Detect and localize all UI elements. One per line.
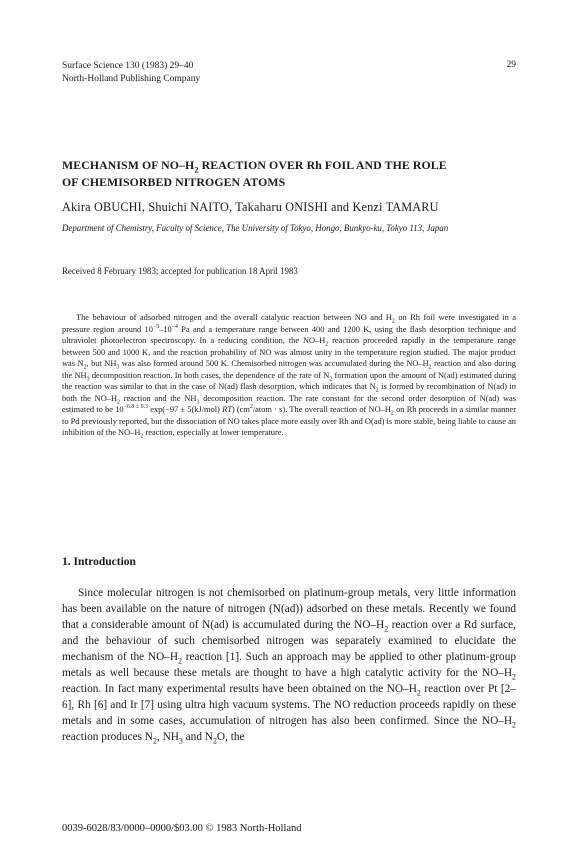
abstract	[62, 312, 516, 439]
affiliation: Department of Chemistry, Faculty of Science, The University of Tokyo, Hongo, Bunkyo-ku, Tokyo 113, Japan	[62, 223, 449, 233]
introduction-text	[62, 585, 516, 745]
body-paragraph: Since molecular nitrogen is not chemisorbed on platinum-group metals, very little information has been available on the nature of nitrogen (N(ad)) adsorbed on these metals. Recently we found that a considerable amount of N(ad) is accumulated during the $NO-H_2$ reaction over a Rd surface, and the behaviour of such chemisorbed nitrogen was separately examined to elucidate the mechanism of the $NO-H_2$ reaction [1]. Such an approach may be applied to other platinum-group metals as well because these metals are thought to have a high catalytic activity for the $NO-H_2$ reaction. In fact many experimental results have been obtained on the $NO-H_2$ reaction over Pt [2–6], Rh [6] and Ir [7] using ultra high vacuum systems. The NO reduction proceeds rapidly on these metals and in some cases, accumulation of nitrogen has also been confirmed. Since the $NO-H_2$ reaction produces $N_2$, $NH_3$ and $N_2O$, the	[62, 587, 516, 746]
publisher-name: North-Holland Publishing Company	[62, 74, 201, 84]
title-line2: OF CHEMISORBED NITROGEN ATOMS	[62, 175, 286, 189]
section-heading: 1. Introduction	[62, 556, 136, 568]
copyright-footer: 0039-6028/83/0000–0000/$03.00 © 1983 North-Holland	[62, 823, 302, 834]
title-line1-rest: REACTION OVER Rh FOIL AND THE ROLE	[198, 158, 447, 172]
abstract-paragraph: The behaviour of adsorbed nitrogen and the overall catalytic reaction between NO and $H_2$ on Rh foil were investigated in a pressure region around $10^{-5}-10^{-4}$ Pa and a temperature range between 400 and 1200 K, using the flash desorption technique and ultraviolet photoelectron spectroscopy. In a reducing condition, the $NO-H_2$ reaction proceeded rapidly in the temperature range between 500 and 1000 K, and the reaction probability of NO was almost unity in the temperature region studied. The major product was $N_2$, but $NH_3$ was also formed around 500 K. Chemisorbed nitrogen was accumulated during the $NO-H_2$ reaction and also during the $NH_3$ decomposition reaction. In both cases, the dependence of the rate of $N_2$ formation upon the amount of N(ad) estimated during the reaction was similar to that in the case of N(ad) flash desorption, which indicates that $N_2$ is formed by recombination of N(ad) in both the $NO-H_2$ reaction and the $NH_3$ decomposition reaction. The rate constant for the second order desorption of N(ad) was estimated to be $10^{-6.8 \pm 0.3}$ exp(−97 ± 5(kJ/mol) RT) ($cm^2$/atom · s). The overall reaction of $NO-H_2$ on Rh proceeds in a similar manner to Pd previously reported, but the dissociation of NO takes place more easily over Rh and O(ad) is more stable, being liable to cause an inhibition of the $NO-H_2$ reaction, especially at lower temperature.	[62, 313, 517, 441]
title-subscript: 2	[194, 165, 199, 175]
received-date: Received 8 February 1983; accepted for publication 18 April 1983	[62, 266, 298, 276]
journal-header	[62, 60, 200, 86]
author-list: Akira OBUCHI, Shuichi NAITO, Takaharu ONISHI and Kenzi TAMARU	[62, 200, 439, 214]
title-line1: MECHANISM OF NO–H	[62, 158, 195, 172]
journal-citation: Surface Science 130 (1983) 29–40	[62, 61, 194, 71]
page-number: 29	[506, 60, 516, 70]
paper-title	[62, 157, 522, 191]
